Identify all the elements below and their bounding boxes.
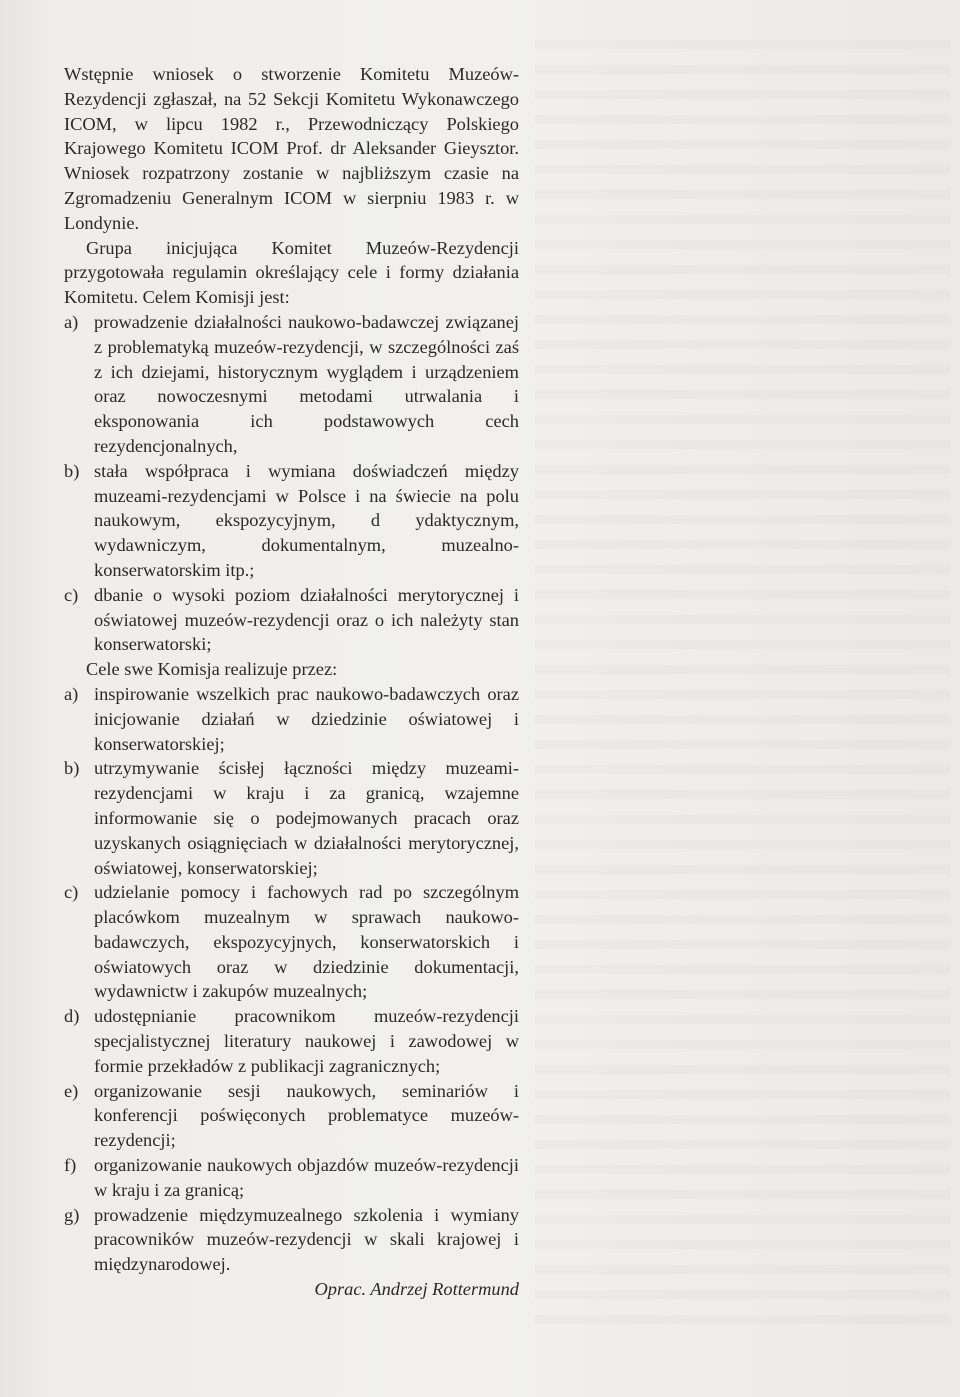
- means-label: b): [64, 758, 80, 779]
- goal-text: stała współpraca i wymiana doświadczeń między muzeami-rezydencjami w Polsce i na świecie na polu naukowym, ekspozycyjnym, d ydaktycznym, wydawniczym, dokumentalnym, muzealno-konserwatorskim itp.;: [94, 460, 519, 580]
- bleed-through-text: [535, 40, 950, 1340]
- means-label: a): [64, 683, 79, 704]
- means-item-g: [64, 1203, 519, 1277]
- goal-label: b): [64, 460, 80, 481]
- means-item-a: [64, 682, 519, 756]
- means-intro: Cele swe Komisja realizuje przez:: [86, 659, 338, 680]
- means-text: organizowanie naukowych objazdów muzeów-rezydencji w kraju i za granicą;: [94, 1155, 519, 1200]
- article-column: [64, 62, 519, 1302]
- means-label: e): [64, 1080, 79, 1101]
- means-text: udostępnianie pracownikom muzeów-rezydencji specjalistycznej literatury naukowej i zawodowej w formie przekładów z publikacji zagranicznych;: [94, 1006, 519, 1076]
- means-text: inspirowanie wszelkich prac naukowo-badawczych oraz inicjowanie działań w dziedzinie oświatowej i konserwatorskiej;: [94, 683, 519, 754]
- means-item-e: [64, 1079, 519, 1153]
- goal-item-b: [64, 459, 519, 583]
- means-item-f: [64, 1153, 519, 1203]
- means-label: c): [64, 882, 79, 903]
- means-item-c: [64, 880, 519, 1004]
- means-label: f): [64, 1155, 77, 1176]
- means-text: prowadzenie międzymuzealnego szkolenia i wymiany pracowników muzeów-rezydencji w skali krajowej i międzynarodowej.: [94, 1204, 519, 1275]
- goal-text: dbanie o wysoki poziom działalności merytorycznej i oświatowej muzeów-rezydencji oraz o ich należyty stan konserwatorski;: [94, 584, 519, 655]
- author-signature: Oprac. Andrzej Rottermund: [314, 1279, 519, 1300]
- group-paragraph: Grupa inicjująca Komitet Muzeów-Rezydencji przygotowała regulamin określający cele i formy działania Komitetu. Celem Komisji jest:: [64, 237, 519, 308]
- goal-item-a: [64, 310, 519, 459]
- means-text: udzielanie pomocy i fachowych rad po szczególnym placówkom muzealnym w sprawach naukowo-badawczych, ekspozycyjnych, konserwatorskich i oświatowych oraz w dziedzinie dokumentacji, wydawnictw i zakupów muzealnych;: [94, 882, 519, 1002]
- means-list: [64, 682, 519, 1277]
- goal-label: a): [64, 311, 79, 332]
- goal-label: c): [64, 584, 79, 605]
- means-label: d): [64, 1006, 80, 1027]
- means-item-d: [64, 1004, 519, 1078]
- means-text: utrzymywanie ścisłej łączności między muzeami-rezydencjami w kraju i za granicą, wzajemne informowanie się o podejmowanych pracach oraz uzyskanych osiągnięciach w działalności merytorycznej, oświatowej, konserwatorskiej;: [94, 758, 519, 878]
- means-text: organizowanie sesji naukowych, seminariów i konferencji poświęconych problematyce muzeów-rezydencji;: [94, 1080, 519, 1151]
- means-label: g): [64, 1204, 80, 1225]
- goals-list: [64, 310, 519, 657]
- means-item-b: [64, 756, 519, 880]
- intro-paragraph: Wstępnie wniosek o stworzenie Komitetu Muzeów-Rezydencji zgłaszał, na 52 Sekcji Komitetu Wykonawczego ICOM, w lipcu 1982 r., Przewodniczący Polskiego Krajowego Komitetu ICOM Prof. dr Aleksander Gieysztor. Wniosek rozpatrzony zostanie w najbliższym czasie na Zgromadzeniu Generalnym ICOM w sierpniu 1983 r. w Londynie.: [64, 64, 519, 233]
- goal-item-c: [64, 583, 519, 657]
- goal-text: prowadzenie działalności naukowo-badawczej związanej z problematyką muzeów-rezydencji, w szczególności zaś z ich dziejami, historycznym wyglądem i urządzeniem oraz nowoczesnymi metodami utrwalania i eksponowania ich podstawowych cech rezydencjonalnych,: [94, 311, 519, 456]
